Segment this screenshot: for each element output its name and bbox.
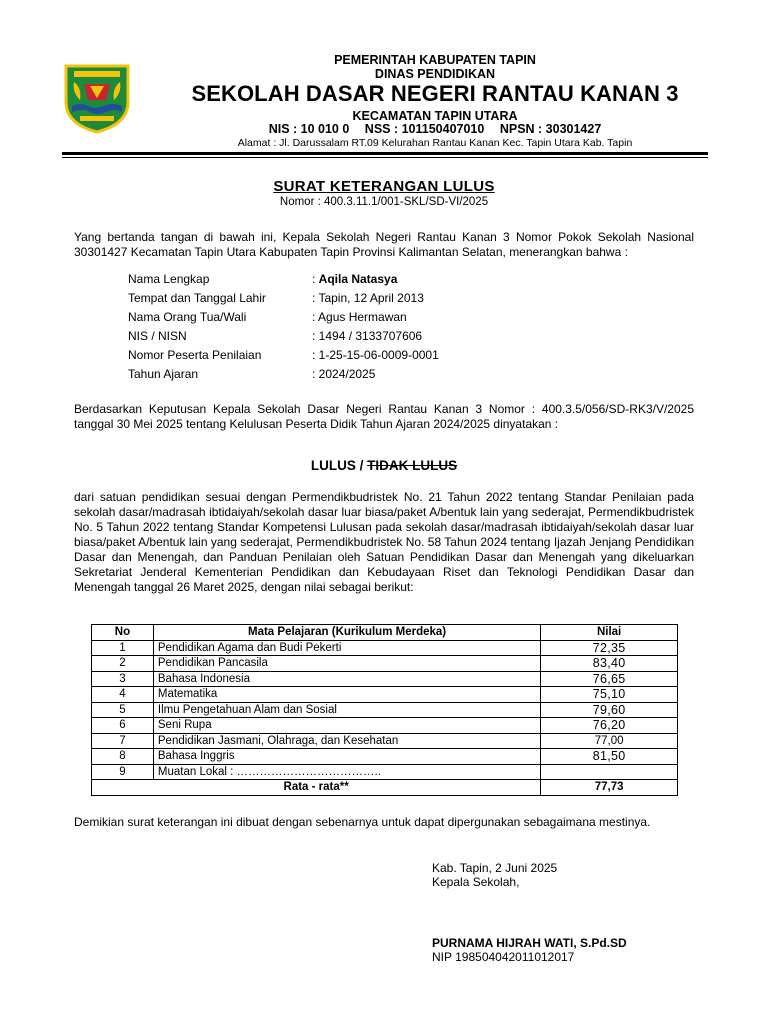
principal-name: PURNAMA HIJRAH WATI, S.Pd.SD [432, 936, 627, 950]
subject-score [541, 764, 678, 780]
subject-name: Muatan Lokal : ……………………………….. [153, 764, 540, 780]
school-identifiers [140, 122, 730, 136]
table-row [92, 656, 678, 672]
exam-number: 1-25-15-06-0009-0001 [318, 348, 439, 362]
identity-value [312, 348, 439, 362]
district-name: KECAMATAN TAPIN UTARA [352, 109, 518, 123]
student-name: Aqila Natasya [318, 272, 398, 286]
row-number: 4 [92, 687, 154, 703]
subject-score: 76,65 [541, 671, 678, 687]
row-number: 8 [92, 749, 154, 765]
office-name: DINAS PENDIDIKAN [374, 67, 496, 81]
document-number: Nomor : 400.3.11.1/001-SKL/SD-VI/2025 [279, 196, 489, 208]
header-no: No [92, 625, 154, 641]
subject-name: Ilmu Pengetahuan Alam dan Sosial [153, 702, 540, 718]
parent-name: Agus Hermawan [318, 310, 407, 324]
subject-name: Pendidikan Pancasila [153, 656, 540, 672]
letterhead-divider-thin [62, 157, 708, 158]
sign-role: Kepala Sekolah, [432, 875, 520, 889]
table-row [92, 749, 678, 765]
npsn-number: NPSN : 30301427 [499, 122, 602, 136]
identity-value [312, 329, 422, 343]
subject-name: Pendidikan Agama dan Budi Pekerti [153, 640, 540, 656]
table-row [92, 671, 678, 687]
average-row [92, 780, 678, 796]
subject-name: Seni Rupa [153, 718, 540, 734]
row-number: 9 [92, 764, 154, 780]
regency-emblem-icon [62, 62, 132, 134]
regency-logo [62, 62, 132, 134]
identity-separator: : [312, 291, 319, 305]
identity-separator: : [312, 272, 319, 286]
subject-score: 75,10 [541, 687, 678, 703]
subject-score: 83,40 [541, 656, 678, 672]
row-number: 5 [92, 702, 154, 718]
header-subject: Mata Pelajaran (Kurikulum Merdeka) [153, 625, 540, 641]
government-name: PEMERINTAH KABUPATEN TAPIN [334, 53, 536, 67]
document-title: SURAT KETERANGAN LULUS [273, 178, 495, 195]
header-score: Nilai [541, 625, 678, 641]
identity-value [312, 291, 424, 305]
table-row [92, 640, 678, 656]
table-row [92, 764, 678, 780]
average-value: 77,73 [541, 780, 678, 796]
identity-separator: : [312, 367, 319, 381]
grades-table [91, 624, 678, 796]
identity-separator: : [312, 310, 319, 324]
letterhead-divider-thick [62, 152, 708, 155]
nis-nisn: 1494 / 3133707606 [318, 329, 423, 343]
academic-year: 2024/2025 [318, 367, 376, 381]
identity-separator: : [312, 329, 319, 343]
row-number: 7 [92, 733, 154, 749]
subject-name: Bahasa Inggris [153, 749, 540, 765]
identity-separator: : [312, 348, 319, 362]
identity-label: Nama Lengkap [128, 272, 210, 286]
subject-score: 81,50 [541, 749, 678, 765]
closing-paragraph: Demikian surat keterangan ini dibuat dengan sebenarnya untuk dapat dipergunakan sebagaimana mestinya. [74, 815, 651, 829]
grades-header-row [92, 625, 678, 641]
identity-label: NIS / NISN [128, 329, 187, 343]
subject-name: Pendidikan Jasmani, Olahraga, dan Kesehatan [153, 733, 540, 749]
regulation-paragraph: dari satuan pendidikan sesuai dengan Permendikbudristek No. 21 Tahun 2022 tentang Standar Penilaian pada sekolah dasar/madrasah ibtidaiyah/sekolah dasar luar biasa/paket A/bentuk lain yang sederajat, Permendikbudristek No. 5 Tahun 2022 tentang Standar Kompetensi Lulusan pada sekolah dasar/madrasah ibtidaiyah/sekolah dasar luar biasa/paket A/bentuk lain yang sederajat, Permendikbudristek No. 58 Tahun 2024 tentang Ijazah Jenjang Pendidikan Dasar dan Menengah, dan Panduan Penilaian oleh Satuan Pendidikan Dasar dan Menengah yang dikeluarkan Sekretariat Jenderal Kementerian Pendidikan dan Kebudayaan Riset dan Teknologi Pendidikan Dasar dan Menengah tanggal 26 Maret 2025, dengan nilai sebagai berikut: [74, 490, 694, 594]
birth-place-date: Tapin, 12 April 2013 [318, 291, 424, 305]
intro-paragraph: Yang bertanda tangan di bawah ini, Kepala Sekolah Negeri Rantau Kanan 3 Nomor Pokok Sekolah Nasional 30301427 Kecamatan Tapin Utara Kabupaten Tapin Provinsi Kalimantan Selatan, menerangkan bahwa : [74, 230, 694, 259]
identity-label: Tempat dan Tanggal Lahir [128, 291, 266, 305]
status-passed: LULUS / [310, 458, 368, 473]
subject-name: Matematika [153, 687, 540, 703]
row-number: 2 [92, 656, 154, 672]
principal-nip: NIP 198504042011012017 [432, 950, 575, 964]
school-name: SEKOLAH DASAR NEGERI RANTAU KANAN 3 [191, 81, 679, 106]
table-row [92, 733, 678, 749]
status-not-passed-struck: TIDAK LULUS [367, 458, 458, 473]
nss-number: NSS : 101150407010 [364, 122, 485, 136]
table-row [92, 702, 678, 718]
subject-score: 79,60 [541, 702, 678, 718]
sign-place-date: Kab. Tapin, 2 Juni 2025 [432, 861, 558, 875]
identity-value [312, 310, 407, 324]
identity-value [312, 272, 397, 286]
identity-label: Nama Orang Tua/Wali [128, 310, 247, 324]
decision-paragraph: Berdasarkan Keputusan Kepala Sekolah Dasar Negeri Rantau Kanan 3 Nomor : 400.3.5/056/SD-RK3/V/2025 tanggal 30 Mei 2025 tentang Kelulusan Peserta Didik Tahun Ajaran 2024/2025 dinyatakan : [74, 402, 694, 431]
subject-score: 76,20 [541, 718, 678, 734]
school-address: Alamat : Jl. Darussalam RT.09 Kelurahan Rantau Kanan Kec. Tapin Utara Kab. Tapin [237, 137, 633, 149]
subject-score: 72,35 [541, 640, 678, 656]
table-row [92, 718, 678, 734]
row-number: 1 [92, 640, 154, 656]
subject-name: Bahasa Indonesia [153, 671, 540, 687]
table-row [92, 687, 678, 703]
row-number: 3 [92, 671, 154, 687]
identity-label: Nomor Peserta Penilaian [128, 348, 262, 362]
identity-label: Tahun Ajaran [128, 367, 199, 381]
average-label: Rata - rata** [92, 780, 541, 796]
identity-value [312, 367, 375, 381]
nis-number: NIS : 10 010 0 [268, 122, 350, 136]
subject-score: 77,00 [541, 733, 678, 749]
graduation-status [0, 458, 768, 473]
row-number: 6 [92, 718, 154, 734]
